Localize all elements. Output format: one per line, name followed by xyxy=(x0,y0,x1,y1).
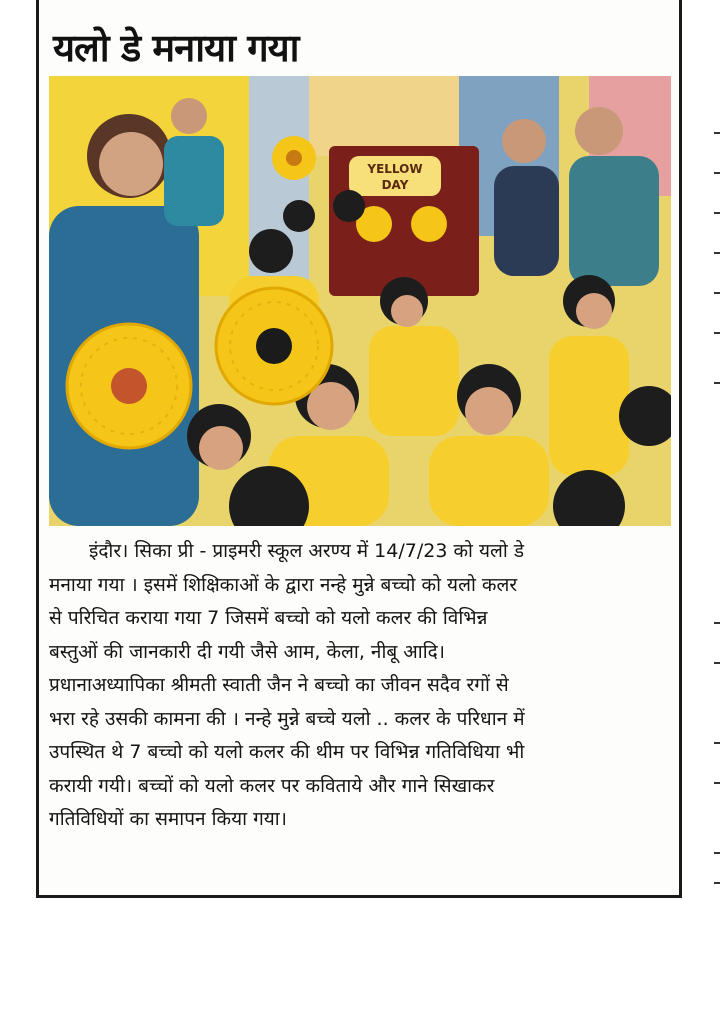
article-body xyxy=(49,535,675,837)
article-line: से परिचित कराया गया 7 जिसमें बच्चो को यलो कलर की विभिन्न xyxy=(49,607,488,629)
article-line: उपस्थित थे 7 बच्चो को यलो कलर की थीम पर विभिन्न गतिविधिया भी xyxy=(49,741,525,763)
article-line: इंदौर। सिका प्री - प्राइमरी स्कूल अरण्य में 14/7/23 को यलो डे xyxy=(89,540,525,562)
sunflower-prop xyxy=(216,288,332,404)
article-line: करायी गयी। बच्चों को यलो कलर पर कविताये और गाने सिखाकर xyxy=(49,774,495,797)
article-line: गतिविधियों का समापन किया गया। xyxy=(49,808,287,830)
headline: यलो डे मनाया गया xyxy=(53,26,299,70)
photo-sign-line2: DAY xyxy=(381,178,409,192)
newspaper-clipping xyxy=(36,0,682,898)
article-line: प्रधानाअध्यापिका श्रीमती स्वाती जैन ने बच्चो का जीवन सदैव रगों से xyxy=(49,674,509,696)
event-photo xyxy=(49,76,671,526)
adjacent-column-edge xyxy=(688,0,722,1024)
article-line: मनाया गया । इसमें शिक्षिकाओं के द्वारा नन्हे मुन्ने बच्चो को यलो कलर xyxy=(49,573,518,596)
photo-sign-line1: YELLOW xyxy=(367,162,423,176)
article-line: भरा रहे उसकी कामना की । नन्हे मुन्ने बच्चे यलो .. कलर के परिधान में xyxy=(49,707,525,730)
sunflower-prop xyxy=(67,324,191,448)
article-line: बस्तुओं की जानकारी दी गयी जैसे आम, केला, नीबू आदि। xyxy=(49,640,445,663)
